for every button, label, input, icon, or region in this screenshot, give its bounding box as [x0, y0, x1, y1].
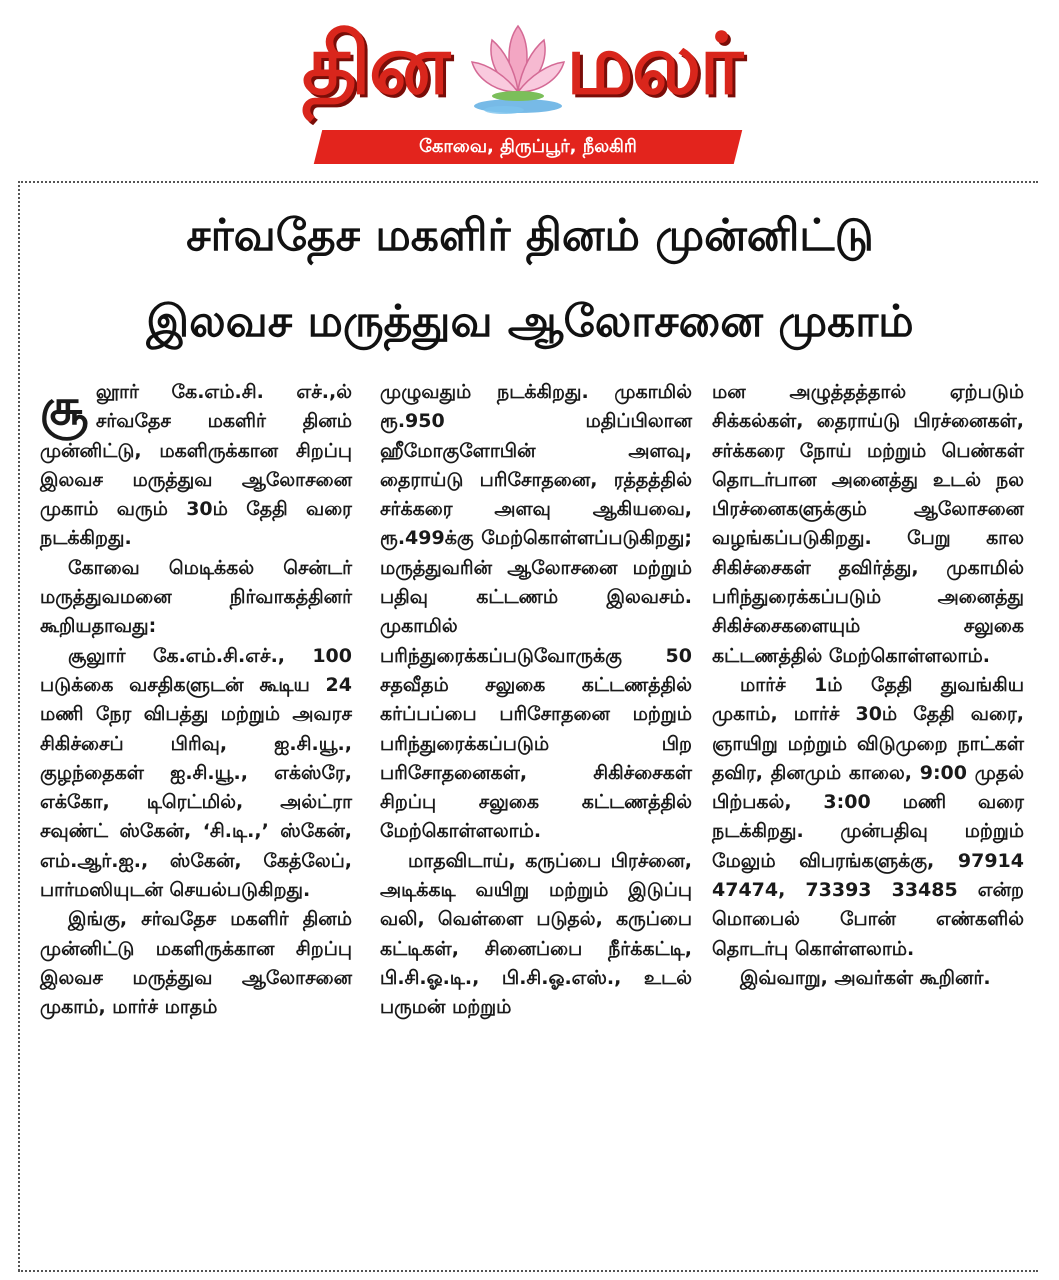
paragraph: மார்ச் 1ம் தேதி துவங்கிய முகாம், மார்ச் 30ம் தேதி வரை, ஞாயிறு மற்றும் விடுமுறை நாட்கள் தவிர, தினமும் காலை, 9:00 முதல் பிற்பகல், 3:00 மணி வரை நடக்கிறது. முன்பதிவு மற்றும் மேலும் விபரங்களுக்கு, 97914 47474, 73393 33485 என்ற மொபைல் போன் எண்களில் தொடர்பு கொள்ளலாம். [712, 673, 1024, 960]
paragraph: இங்கு, சர்வதேச மகளிர் தினம் முன்னிட்டு மகளிருக்கான சிறப்பு இலவச மருத்துவ ஆலோசனை முகாம், மார்ச் மாதம் [40, 908, 352, 1019]
clipping-border-bottom [18, 1270, 1038, 1272]
paragraph: கோவை மெடிக்கல் சென்டர் மருத்துவமனை நிர்வாகத்தினர் கூறியதாவது: [40, 556, 352, 638]
paragraph: இவ்வாறு, அவர்கள் கூறினர். [740, 966, 991, 989]
paragraph: மாதவிடாய், கருப்பை பிரச்னை, அடிக்கடி வயிறு மற்றும் இடுப்பு வலி, வெள்ளை படுதல், கருப்பை கட்டிகள், சினைப்பை நீர்க்கட்டி, பி.சி.ஓ.டி., பி.சி.ஓ.எஸ்., உடல் பருமன் மற்றும் [380, 849, 692, 1019]
drop-cap: சூ [40, 378, 88, 436]
paragraph: லூார் கே.எம்.சி. எச்.,ல் சர்வதேச மகளிர் தினம் முன்னிட்டு, மகளிருக்கான சிறப்பு இலவச மருத்துவ ஆலோசனை முகாம் வரும் 30ம் தேதி வரை நடக்கிறது. [40, 381, 352, 550]
article-column-3 [712, 378, 1024, 993]
article-column-2 [380, 378, 692, 1023]
headline-line-1: சர்வதேச மகளிர் தினம் முன்னிட்டு [186, 210, 874, 261]
article-column-1 [40, 378, 352, 1023]
headline-line-2: இலவச மருத்துவ ஆலோசனை முகாம் [146, 296, 914, 347]
logo-word-right: மலர் [566, 15, 742, 113]
logo-word-left: தின [302, 15, 449, 113]
lotus-icon [466, 20, 570, 116]
edition-label: கோவை, திருப்பூர், நீலகிரி [419, 136, 637, 157]
paragraph: மன அழுத்தத்தால் ஏற்படும் சிக்கல்கள், தைராய்டு பிரச்னைகள், சர்க்கரை நோய் மற்றும் பெண்கள் தொடர்பான அனைத்து உடல் நல பிரச்னைகளுக்கும் ஆலோசனை வழங்கப்படுகிறது. பேறு கால சிகிச்சைகள் தவிர்த்து, முகாமில் பரிந்துரைக்கப்படும் அனைத்து சிகிச்சைகளையும் சலுகை கட்டணத்தில் மேற்கொள்ளலாம். [712, 381, 1024, 667]
paragraph: முழுவதும் நடக்கிறது. முகாமில் ரூ.950 மதிப்பிலான ஹீமோகுளோபின் அளவு, தைராய்டு பரிசோதனை, ரத்தத்தில் சர்க்கரை அளவு ஆகியவை, ரூ.499க்கு மேற்கொள்ளப்படுகிறது; மருத்துவரின் ஆலோசனை மற்றும் பதிவு கட்டணம் இலவசம். முகாமில் பரிந்துரைக்கப்படுவோருக்கு 50 சதவீதம் சலுகை கட்டணத்தில் கர்ப்பப்பை பரிசோதனை மற்றும் பரிந்துரைக்கப்படும் பிற பரிசோதனைகள், சிகிச்சைகள் சிறப்பு சலுகை கட்டணத்தில் மேற்கொள்ளலாம். [380, 381, 692, 843]
masthead [0, 0, 1059, 175]
paragraph: சூலுார் கே.எம்.சி.எச்., 100 படுக்கை வசதிகளுடன் கூடிய 24 மணி நேர விபத்து மற்றும் அவரச சிகிச்சைப் பிரிவு, ஐ.சி.யூ., குழந்தைகள் ஐ.சி.யூ., எக்ஸ்ரே, எக்கோ, டிரெட்மில், அல்ட்ரா சவுண்ட் ஸ்கேன், ‘சி.டி.,’ ஸ்கேன், எம்.ஆர்.ஐ., ஸ்கேன், கேத்லேப், பார்மஸியுடன் செயல்படுகிறது. [40, 644, 352, 902]
